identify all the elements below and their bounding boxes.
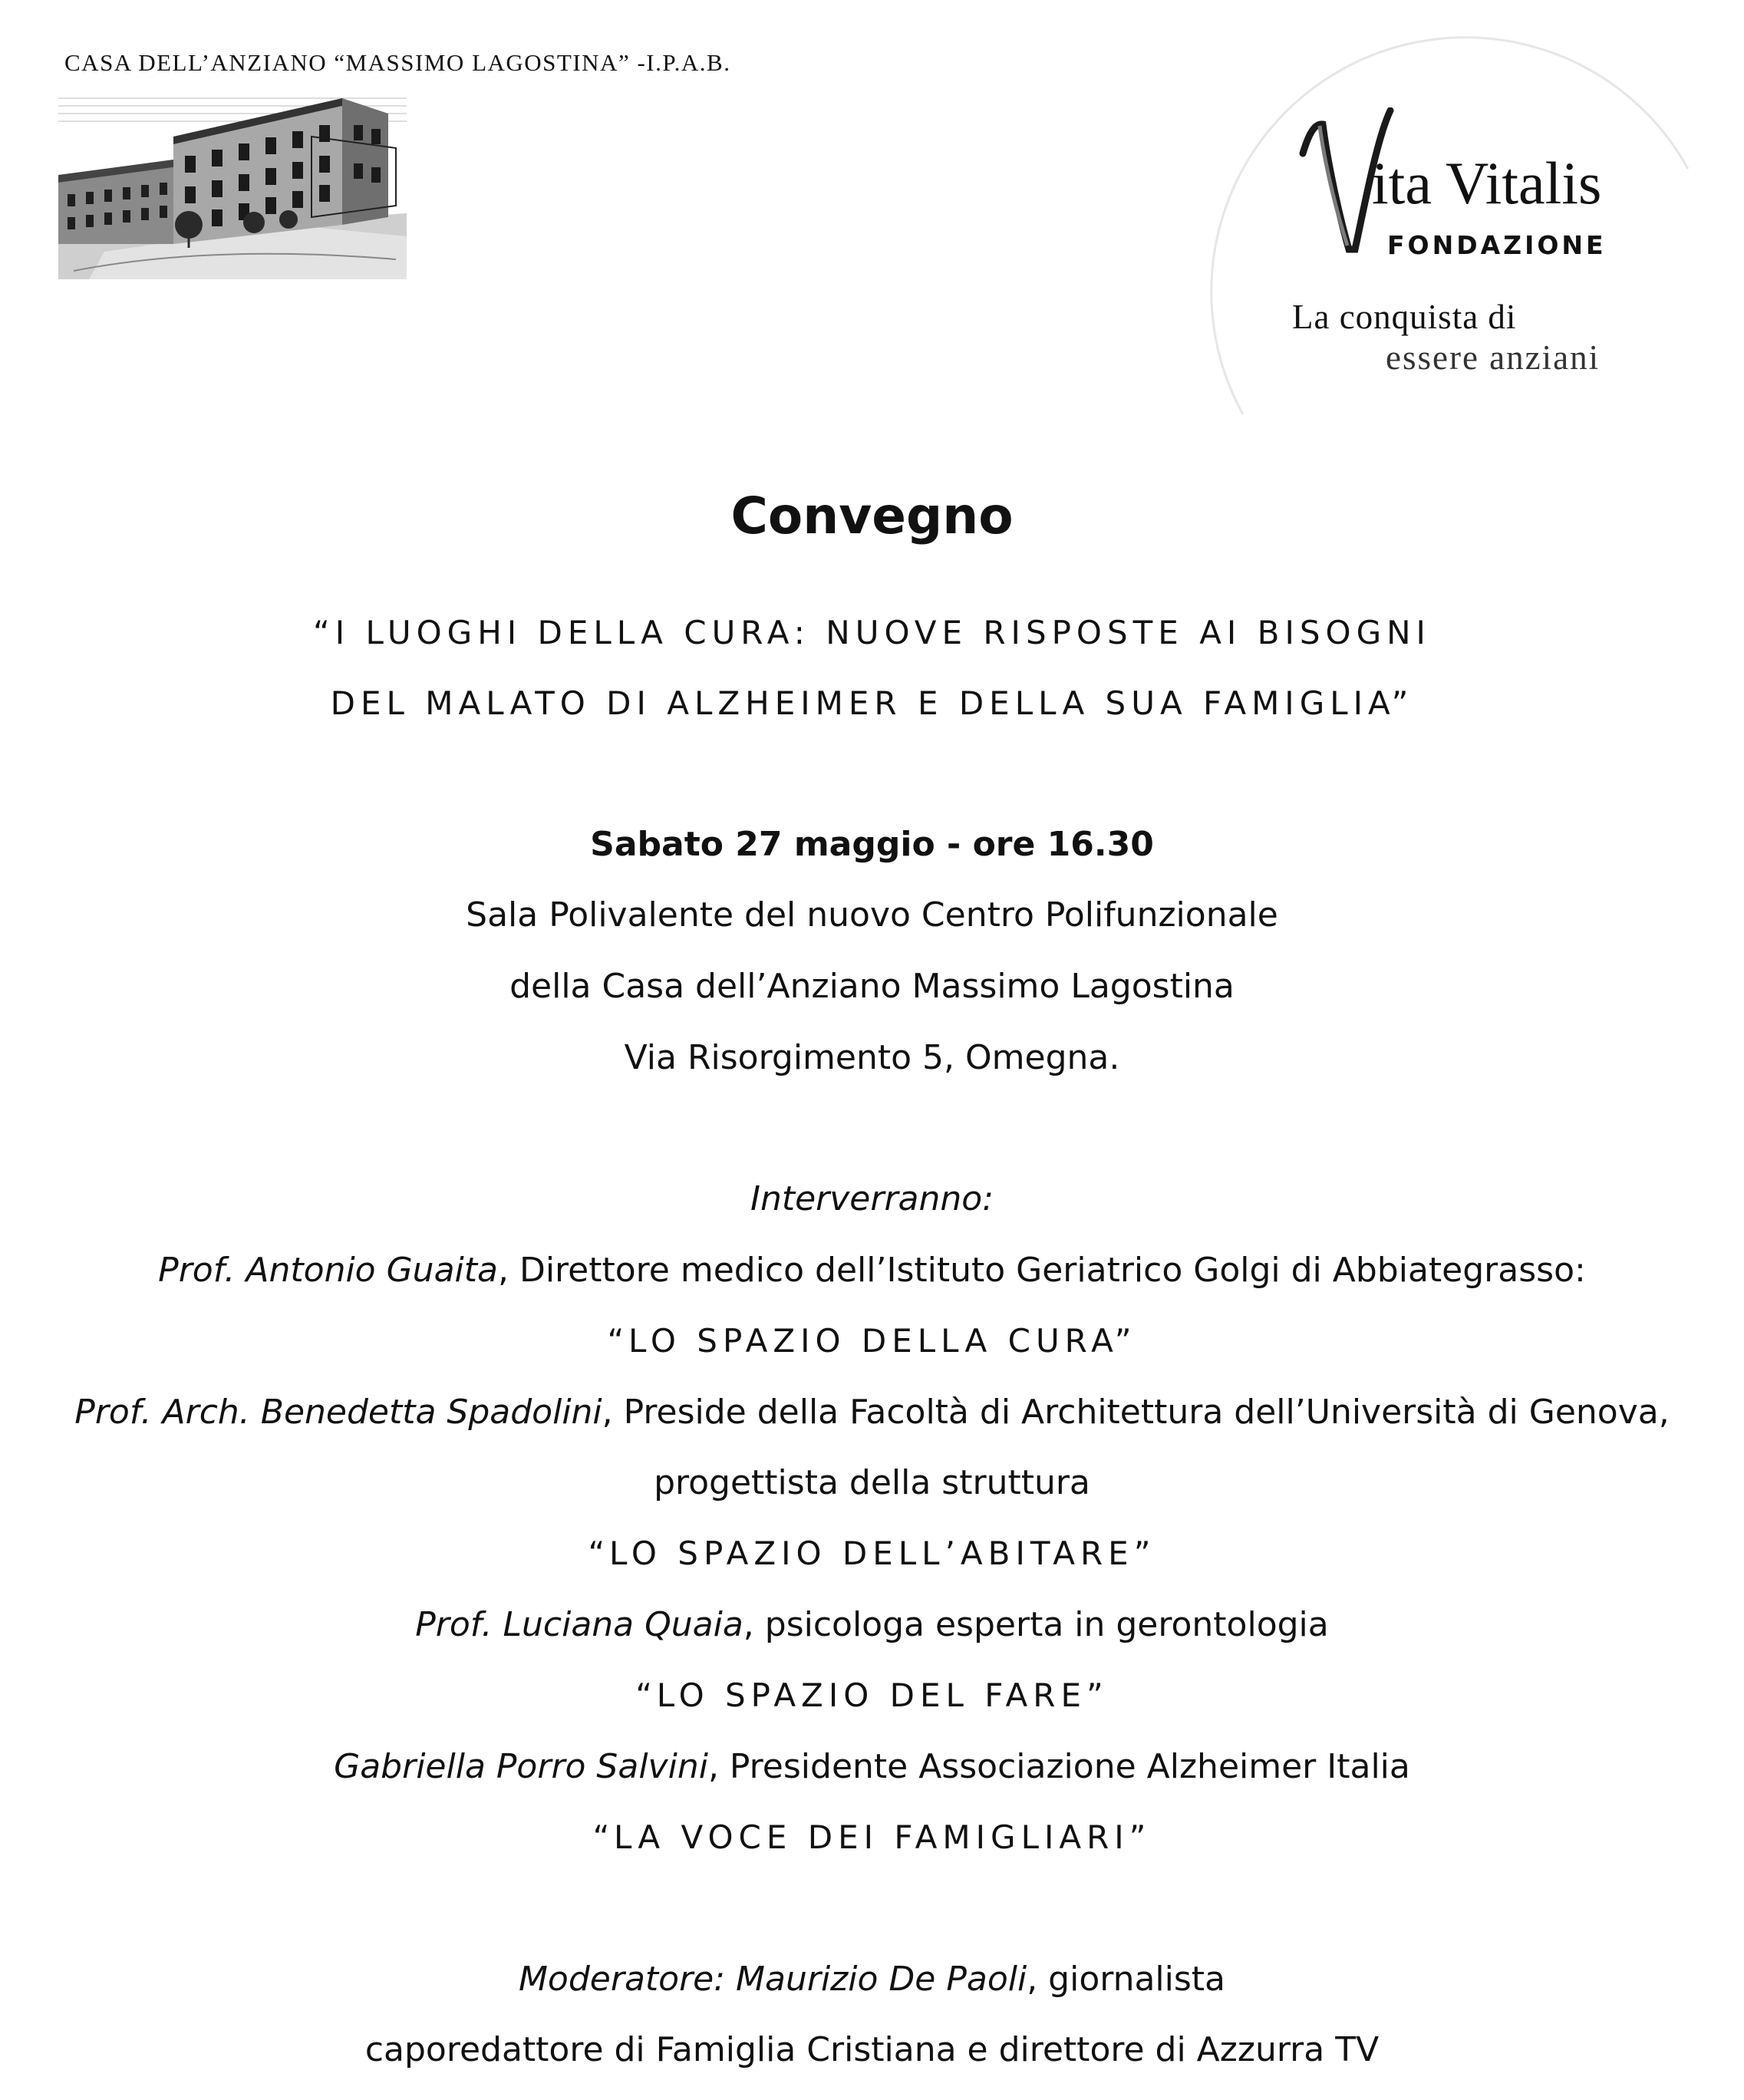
speaker-1: [0, 1251, 1744, 1290]
speaker-3: [0, 1605, 1744, 1644]
moderator-name: Moderatore: Maurizio De Paoli: [518, 1960, 1027, 1999]
page-title: Convegno: [730, 486, 1014, 546]
tagline-line-1: La conquista di: [1292, 298, 1517, 336]
logo-name: ita Vitalis: [1372, 150, 1602, 216]
speaker-name: Gabriella Porro Salvini: [334, 1747, 708, 1786]
event-date: Sabato 27 maggio - ore 16.30: [590, 825, 1154, 864]
speaker-3-talk: “LO SPAZIO DEL FARE”: [635, 1676, 1109, 1714]
speaker-role: , psicologa esperta in gerontologia: [743, 1605, 1329, 1644]
speaker-role: , Direttore medico dell’Istituto Geriatrico Golgi di Abbiategrasso:: [497, 1251, 1586, 1290]
subtitle-line-2: DEL MALATO DI ALZHEIMER E DELLA SUA FAMIGLIA”: [330, 684, 1414, 722]
moderator: [0, 1960, 1744, 1999]
building-illustration: [58, 91, 407, 279]
venue-line-3: Via Risorgimento 5, Omegna.: [624, 1038, 1120, 1077]
speaker-4: [0, 1747, 1744, 1786]
speaker-2-role-line-2: progettista della struttura: [654, 1463, 1090, 1502]
speaker-4-talk: “LA VOCE DEI FAMIGLIARI”: [592, 1818, 1152, 1856]
moderator-role-line-2: caporedattore di Famiglia Cristiana e direttore di Azzurra TV: [364, 2030, 1380, 2069]
speaker-role: , Preside della Facoltà di Architettura dell’Università di Genova,: [602, 1393, 1670, 1432]
speakers-heading: Interverranno:: [750, 1179, 994, 1218]
speaker-role: , Presidente Associazione Alzheimer Italia: [707, 1747, 1410, 1786]
speaker-name: Prof. Luciana Quaia: [415, 1605, 743, 1644]
speaker-2-talk: “LO SPAZIO DELL’ABITARE”: [588, 1535, 1156, 1572]
venue-line-1: Sala Polivalente del nuovo Centro Polifunzionale: [466, 895, 1278, 935]
tagline-line-2: essere anziani: [1386, 338, 1601, 377]
venue-line-2: della Casa dell’Anziano Massimo Lagostina: [509, 967, 1235, 1006]
speaker-name: Prof. Arch. Benedetta Spadolini: [74, 1393, 602, 1432]
speaker-1-talk: “LO SPAZIO DELLA CURA”: [607, 1322, 1137, 1360]
speaker-name: Prof. Antonio Guaita: [158, 1251, 498, 1290]
speaker-2: [0, 1393, 1744, 1432]
logo-subtitle: FONDAZIONE: [1387, 230, 1607, 260]
moderator-role: , giornalista: [1027, 1960, 1226, 1999]
organization-name: CASA DELL’ANZIANO “MASSIMO LAGOSTINA” -I.P.A.B.: [64, 49, 731, 76]
subtitle-line-1: “I LUOGHI DELLA CURA: NUOVE RISPOSTE AI BISOGNI: [313, 614, 1431, 651]
